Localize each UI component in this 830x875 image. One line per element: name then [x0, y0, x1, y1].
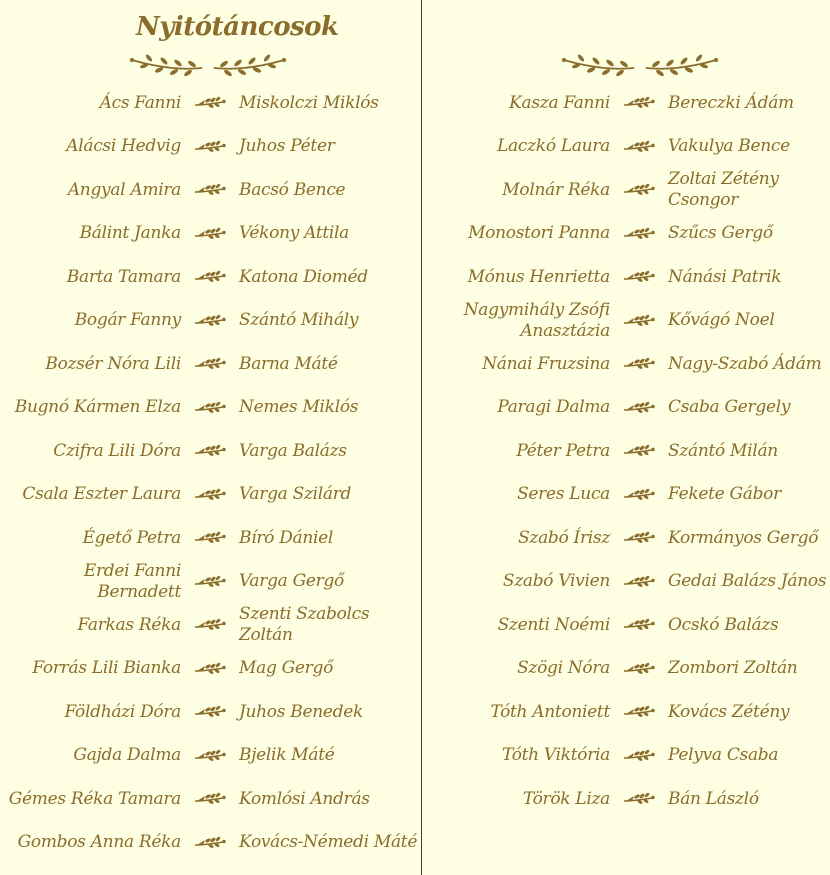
- sprig-icon: [610, 314, 668, 328]
- sprig-icon: [181, 662, 239, 676]
- dancer-name-left: Szögi Nóra: [517, 658, 610, 678]
- dancer-name-left: Mónus Henrietta: [467, 266, 610, 287]
- dancer-name-left: Paragi Dalma: [497, 397, 610, 417]
- dancer-name-left: Alácsi Hedvig: [66, 136, 181, 156]
- dancer-pair: [422, 255, 830, 299]
- sprig-icon: [181, 227, 239, 241]
- sprig-icon: [181, 314, 239, 328]
- dancer-name-left: Tóth Viktória: [501, 745, 610, 765]
- dancer-pair: [0, 299, 421, 343]
- dancer-name-left: Gombos Anna Réka: [17, 832, 181, 852]
- dancer-name-right: Bereczki Ádám: [668, 92, 794, 113]
- dancer-name-right: Bacsó Bence: [239, 179, 346, 200]
- dancer-name-right: Bán László: [668, 788, 759, 809]
- dancer-name-right: Bjelik Máté: [239, 745, 335, 765]
- sprig-icon: [610, 444, 668, 458]
- dancer-name-right: Csaba Gergely: [668, 397, 791, 417]
- dancer-name-left: Erdei Fanni Bernadett: [83, 560, 181, 602]
- sprig-icon: [610, 140, 668, 154]
- dancer-name-left: Forrás Lili Bianka: [32, 658, 181, 678]
- sprig-icon: [610, 749, 668, 763]
- dancer-pair: [422, 125, 830, 169]
- dancer-name-left: Barta Tamara: [66, 266, 181, 287]
- dancer-name-right: Varga Balázs: [239, 440, 347, 461]
- dancer-name-left: Farkas Réka: [77, 614, 181, 635]
- dancer-name-right: Nagy-Szabó Ádám: [668, 353, 822, 374]
- dancer-pair: [422, 690, 830, 734]
- dancer-name-right: Varga Szilárd: [239, 484, 352, 504]
- dancer-name-right: Szántó Mihály: [239, 310, 359, 330]
- dancer-name-right: Kovács Zétény: [668, 701, 790, 722]
- dancer-name-right: Bíró Dániel: [239, 527, 334, 548]
- dancer-name-right: Zoltai Zétény Csongor: [668, 169, 779, 210]
- dancer-name-left: Gajda Dalma: [73, 745, 181, 765]
- dancer-pair: [0, 125, 421, 169]
- dancer-name-left: Nánai Fruzsina: [482, 353, 610, 374]
- dancer-pair: [0, 777, 421, 821]
- dancer-name-left: Szabó Vivien: [502, 571, 610, 591]
- dancer-pair: [0, 734, 421, 778]
- sprig-icon: [610, 96, 668, 110]
- dancer-name-left: Kasza Fanni: [509, 92, 610, 113]
- dancer-name-right: Mag Gergő: [239, 658, 334, 678]
- sprig-icon: [181, 792, 239, 806]
- sprig-icon: [181, 140, 239, 154]
- dancer-name-left: Bugnó Kármen Elza: [14, 397, 181, 417]
- sprig-icon: [181, 96, 239, 110]
- sprig-icon: [610, 705, 668, 719]
- dancer-pair: [0, 342, 421, 386]
- dancer-pair: [422, 560, 830, 604]
- sprig-icon: [610, 792, 668, 806]
- dancer-pair: [0, 647, 421, 691]
- sprig-icon: [181, 705, 239, 719]
- dancer-name-right: Juhos Péter: [239, 136, 335, 156]
- dancer-pair: [0, 516, 421, 560]
- dancer-name-right: Barna Máté: [239, 353, 338, 374]
- sprig-icon: [181, 575, 239, 589]
- sprig-icon: [610, 401, 668, 415]
- dancer-pair: [0, 168, 421, 212]
- dancer-name-right: Gedai Balázs János: [668, 571, 827, 591]
- sprig-icon: [610, 183, 668, 197]
- dancer-name-right: Szűcs Gergő: [668, 223, 773, 243]
- dancer-name-right: Vékony Attila: [239, 223, 350, 243]
- sprig-icon: [181, 488, 239, 502]
- dancer-pair: [0, 690, 421, 734]
- dancer-pair: [422, 429, 830, 473]
- dancer-name-left: Bálint Janka: [79, 223, 181, 243]
- laurel-branch-icon: [560, 54, 720, 82]
- dancer-pair: [0, 429, 421, 473]
- dancer-name-right: Varga Gergő: [239, 571, 344, 591]
- dancer-name-left: Gémes Réka Tamara: [8, 788, 181, 809]
- dancer-pair: [0, 560, 421, 604]
- dancer-name-left: Földházi Dóra: [64, 701, 181, 722]
- dancer-name-right: Szenti Szabolcs Zoltán: [239, 604, 370, 645]
- dancer-pair: [422, 777, 830, 821]
- sprig-icon: [610, 662, 668, 676]
- dancer-name-right: Katona Dioméd: [239, 266, 368, 287]
- dancer-name-left: Czifra Lili Dóra: [53, 440, 181, 461]
- sprig-icon: [181, 836, 239, 850]
- laurel-branch-icon: [128, 54, 288, 82]
- dancer-name-right: Szántó Milán: [668, 440, 778, 461]
- dancer-pair: [422, 734, 830, 778]
- dancer-pair: [422, 168, 830, 212]
- dancer-name-left: Szabó Írisz: [518, 527, 610, 548]
- dancer-name-right: Kovács-Némedi Máté: [239, 832, 418, 852]
- dancer-name-right: Zombori Zoltán: [668, 658, 798, 678]
- dancer-pair: [0, 212, 421, 256]
- dancer-name-right: Ocskó Balázs: [668, 614, 779, 635]
- dancer-pair: [0, 386, 421, 430]
- dancer-name-left: Bozsér Nóra Lili: [45, 353, 181, 374]
- dancer-pair: [422, 473, 830, 517]
- dancer-name-left: Monostori Panna: [468, 223, 610, 243]
- dancer-pair: [422, 299, 830, 343]
- dancer-pair: [422, 516, 830, 560]
- dancer-name-left: Tóth Antoniett: [490, 701, 610, 722]
- dancer-pair: [422, 647, 830, 691]
- dancer-name-right: Vakulya Bence: [668, 136, 790, 156]
- dancer-name-left: Péter Petra: [516, 440, 610, 461]
- dancer-pair: [422, 386, 830, 430]
- dancer-name-right: Kormányos Gergő: [668, 527, 819, 548]
- dancer-name-left: Csala Eszter Laura: [22, 484, 181, 504]
- sprig-icon: [610, 227, 668, 241]
- dancer-name-left: Török Liza: [522, 788, 610, 809]
- dancer-name-left: Égető Petra: [82, 527, 181, 548]
- dancer-name-left: Bogár Fanny: [74, 310, 181, 330]
- dancer-pair: [0, 473, 421, 517]
- sprig-icon: [610, 575, 668, 589]
- dancer-name-right: Fekete Gábor: [668, 484, 781, 504]
- sprig-icon: [181, 401, 239, 415]
- dancer-name-left: Nagymihály Zsófi Anasztázia: [463, 299, 610, 341]
- sprig-icon: [610, 357, 668, 371]
- dancer-pair: [422, 342, 830, 386]
- sprig-icon: [181, 749, 239, 763]
- dancer-name-right: Miskolczi Miklós: [239, 92, 379, 113]
- dancer-name-right: Nemes Miklós: [239, 397, 359, 417]
- dancer-name-left: Laczkó Laura: [497, 136, 610, 156]
- right-column: [422, 0, 830, 875]
- dancer-pair: [422, 603, 830, 647]
- dancer-pair: [0, 255, 421, 299]
- dancer-name-left: Szenti Noémi: [497, 614, 610, 635]
- page-title: Nyitótáncosok: [136, 12, 339, 42]
- sprig-icon: [181, 270, 239, 284]
- dancer-name-right: Kővágó Noel: [668, 310, 775, 330]
- dancer-name-right: Juhos Benedek: [239, 701, 363, 722]
- dancer-name-left: Angyal Amira: [67, 179, 181, 200]
- dancer-name-left: Seres Luca: [517, 484, 610, 504]
- dancer-pair: [422, 81, 830, 125]
- dancer-name-left: Molnár Réka: [502, 179, 610, 200]
- dancer-name-right: Nánási Patrik: [668, 266, 782, 287]
- dancer-name-right: Pelyva Csaba: [668, 745, 779, 765]
- dancer-pair: [0, 821, 421, 865]
- sprig-icon: [610, 531, 668, 545]
- sprig-icon: [181, 531, 239, 545]
- dancer-pair: [0, 603, 421, 647]
- dancer-pair: [0, 81, 421, 125]
- dancer-name-left: Ács Fanni: [99, 92, 181, 113]
- sprig-icon: [181, 357, 239, 371]
- sprig-icon: [610, 618, 668, 632]
- dancer-pair: [422, 212, 830, 256]
- sprig-icon: [181, 618, 239, 632]
- sprig-icon: [181, 183, 239, 197]
- dancer-name-right: Komlósi András: [239, 788, 370, 809]
- sprig-icon: [181, 444, 239, 458]
- sprig-icon: [610, 488, 668, 502]
- sprig-icon: [610, 270, 668, 284]
